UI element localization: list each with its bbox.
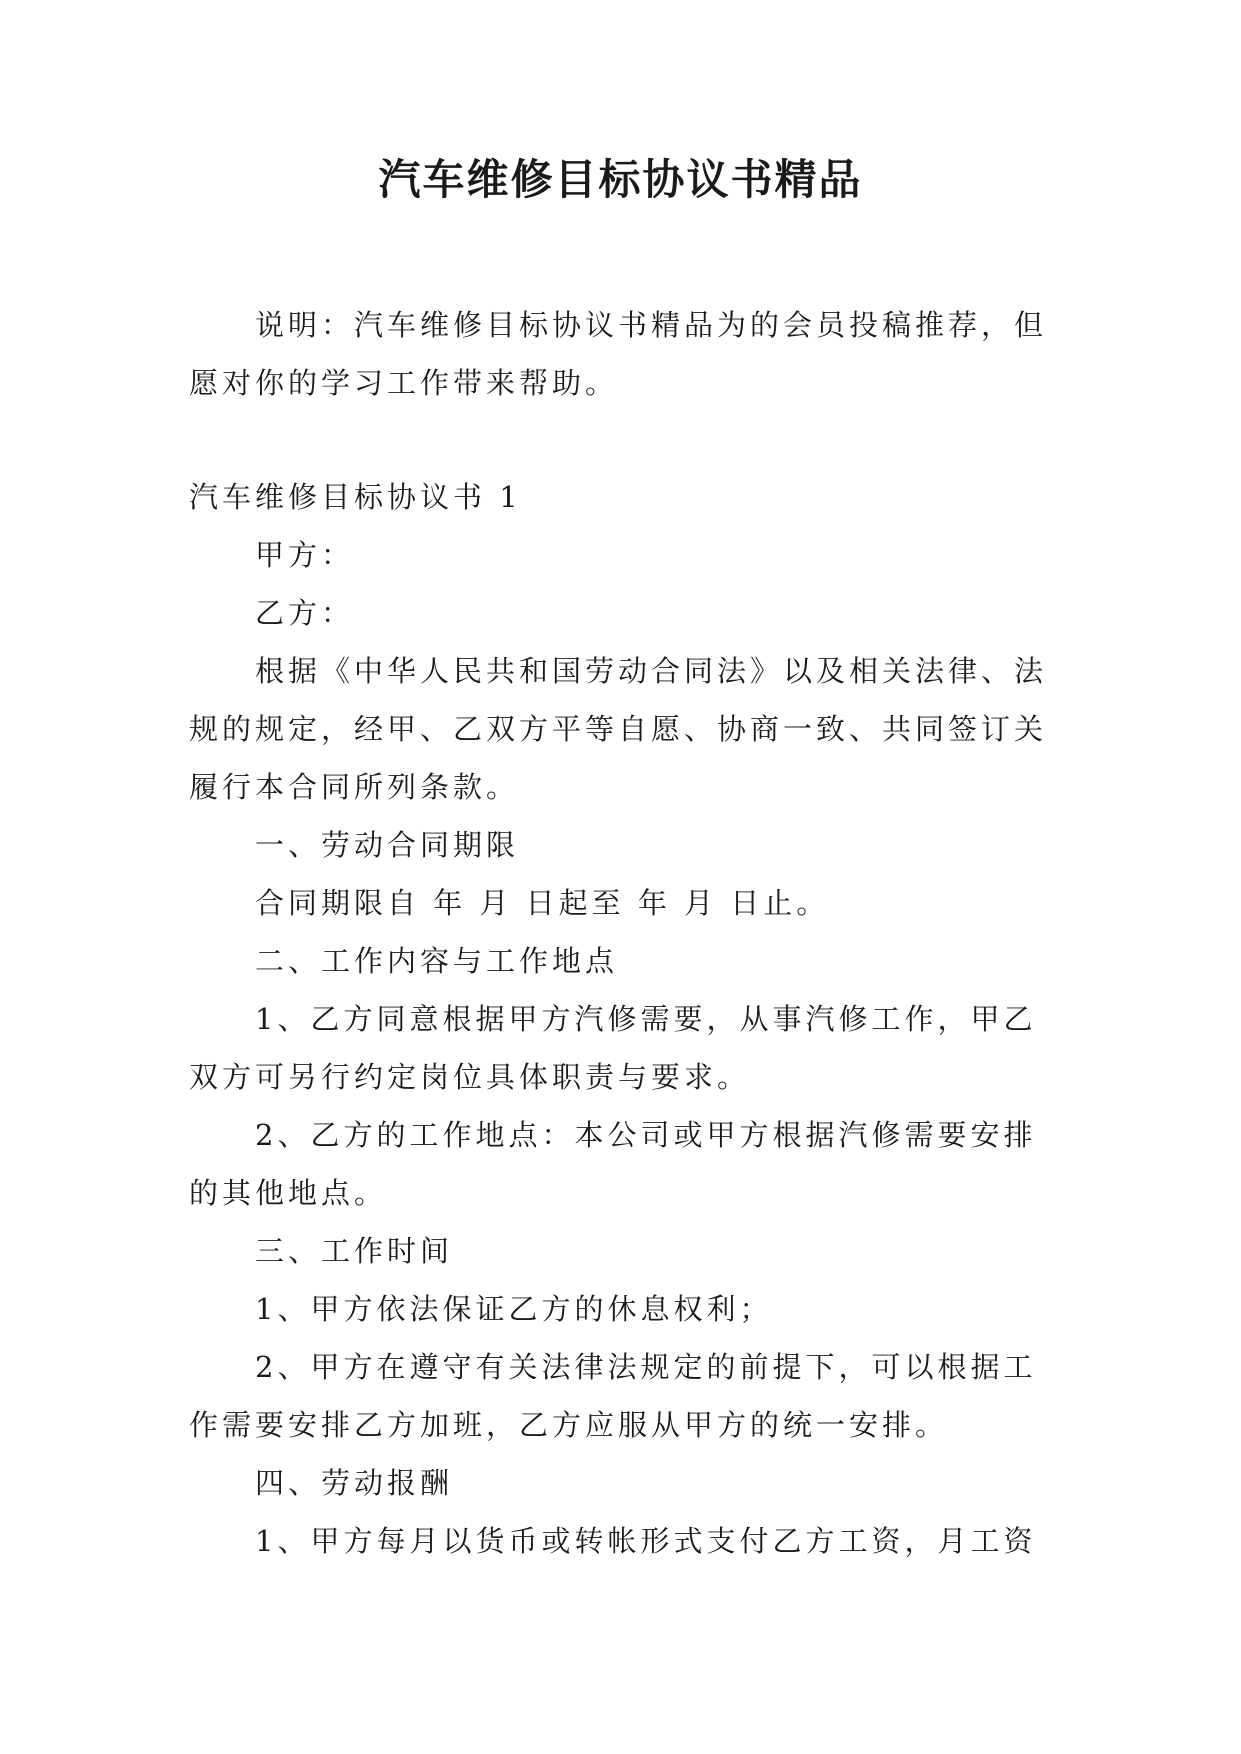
section-heading: 汽车维修目标协议书 1 (189, 480, 522, 514)
clause-heading-term: 一、劳动合同期限 (255, 828, 520, 862)
pay-item-1: 1、甲方每月以货币或转帐形式支付乙方工资，月工资 (255, 1524, 1037, 1558)
hours-item-2: 2、甲方在遵守有关法律法规定的前提下，可以根据工作需要安排乙方加班，乙方应服从甲方的统一安排。 (189, 1350, 1037, 1442)
clause-heading-hours: 三、工作时间 (255, 1234, 454, 1268)
party-b-line: 乙方： (255, 596, 355, 630)
work-item-1: 1、乙方同意根据甲方汽修需要，从事汽修工作，甲乙双方可另行约定岗位具体职责与要求。 (189, 1002, 1037, 1094)
clause-heading-pay: 四、劳动报酬 (255, 1466, 454, 1500)
party-a-line: 甲方： (255, 538, 355, 572)
intro-paragraph: 说明：汽车维修目标协议书精品为的会员投稿推荐，但愿对你的学习工作带来帮助。 (189, 308, 1048, 400)
document-title: 汽车维修目标协议书精品 (378, 155, 863, 204)
term-paragraph: 合同期限自 年 月 日起至 年 月 日止。 (255, 886, 830, 920)
preamble-paragraph: 根据《中华人民共和国劳动合同法》以及相关法律、法规的规定，经甲、乙双方平等自愿、协商一致、共同签订关履行本合同所列条款。 (189, 654, 1048, 804)
clause-heading-work: 二、工作内容与工作地点 (255, 944, 619, 978)
document-body (189, 296, 1051, 1570)
hours-item-1: 1、甲方依法保证乙方的休息权利； (255, 1292, 773, 1326)
work-item-2: 2、乙方的工作地点：本公司或甲方根据汽修需要安排的其他地点。 (189, 1118, 1037, 1210)
